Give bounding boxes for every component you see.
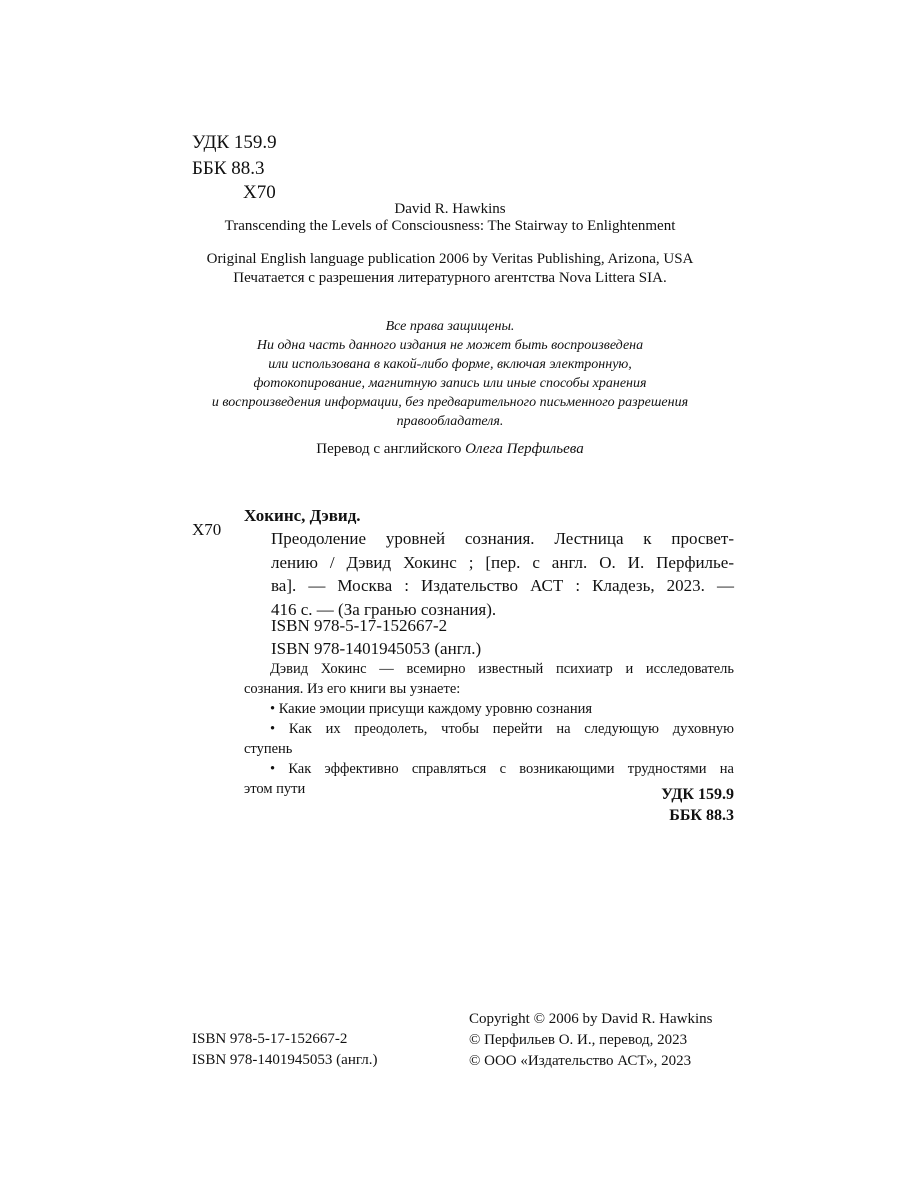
- translation-note: [0, 438, 900, 461]
- bbk-right: ББК 88.3: [669, 807, 734, 824]
- permission-note: Печатается с разрешения литературного агентства Nova Littera SIA.: [233, 270, 667, 286]
- catalog-author-heading: [244, 504, 707, 528]
- annotation-line: ступень: [244, 741, 293, 757]
- copyright-line: Copyright © 2006 by David R. Hawkins: [469, 1011, 713, 1027]
- bottom-isbn-en: ISBN 978-1401945053 (англ.): [192, 1052, 378, 1068]
- annotation-line: сознания. Из его книги вы узнаете:: [244, 681, 461, 697]
- catalog-code: Х70: [192, 520, 222, 539]
- original-title: Transcending the Levels of Consciousness: The Stairway to Enlightenment: [224, 218, 676, 234]
- rights-line: фотокопирование, магнитную запись или иные способы хранения: [253, 376, 647, 391]
- bbk-top: ББК 88.3: [192, 158, 265, 179]
- description-line: лению / Дэвид Хокинс ; [пер. с англ. О. И. Перфилье-: [271, 552, 734, 572]
- original-publication: Original English language publication 2006 by Veritas Publishing, Arizona, USA: [206, 251, 694, 267]
- translator-name: Олега Перфильева: [465, 441, 584, 457]
- description-line: Преодоление уровней сознания. Лестница к просвет-: [271, 529, 734, 548]
- annotation-line: Дэвид Хокинс — всемирно известный психиатр и исследователь: [270, 661, 734, 677]
- bottom-isbn-ru: ISBN 978-5-17-152667-2: [192, 1031, 348, 1047]
- udk-right: УДК 159.9: [661, 786, 734, 803]
- author-code-top: Х70: [243, 182, 276, 203]
- catalog-description: [271, 527, 734, 621]
- annotation: [244, 659, 734, 799]
- author-heading: Хокинс, Дэвид.: [244, 506, 361, 525]
- bottom-isbn-block: [192, 1029, 377, 1071]
- annotation-bullet: • Какие эмоции присущи каждому уровню сознания: [270, 701, 593, 717]
- udk-top: УДК 159.9: [192, 132, 277, 153]
- copyright-block: [469, 1009, 712, 1072]
- rights-line: правообладателя.: [396, 414, 504, 429]
- annotation-bullet: • Как эффективно справляться с возникающими трудностями на: [270, 761, 734, 777]
- catalog-isbn-en: ISBN 978-1401945053 (англ.): [271, 639, 482, 658]
- rights-line: Все права защищены.: [385, 319, 515, 334]
- catalog-isbn-ru: ISBN 978-5-17-152667-2: [271, 616, 448, 635]
- original-author: David R. Hawkins: [394, 201, 506, 217]
- translation-prefix: Перевод с английского: [316, 441, 466, 457]
- description-line: ва]. — Москва : Издательство АСТ : Кладезь, 2023. —: [271, 576, 734, 595]
- description-line: 416 с. — (За гранью сознания).: [271, 599, 497, 619]
- annotation-bullet: • Как их преодолеть, чтобы перейти на следующую духовную: [270, 721, 734, 737]
- copyright-line: © Перфильев О. И., перевод, 2023: [469, 1032, 688, 1048]
- rights-line: и воспроизведения информации, без предварительного письменного разрешения: [211, 395, 689, 410]
- rights-notice: [0, 317, 900, 431]
- rights-line: Ни одна часть данного издания не может быть воспроизведена: [256, 338, 644, 353]
- rights-line: или использована в какой-либо форме, включая электронную,: [268, 357, 632, 372]
- annotation-line: этом пути: [244, 781, 306, 797]
- copyright-line: © ООО «Издательство АСТ», 2023: [469, 1053, 692, 1069]
